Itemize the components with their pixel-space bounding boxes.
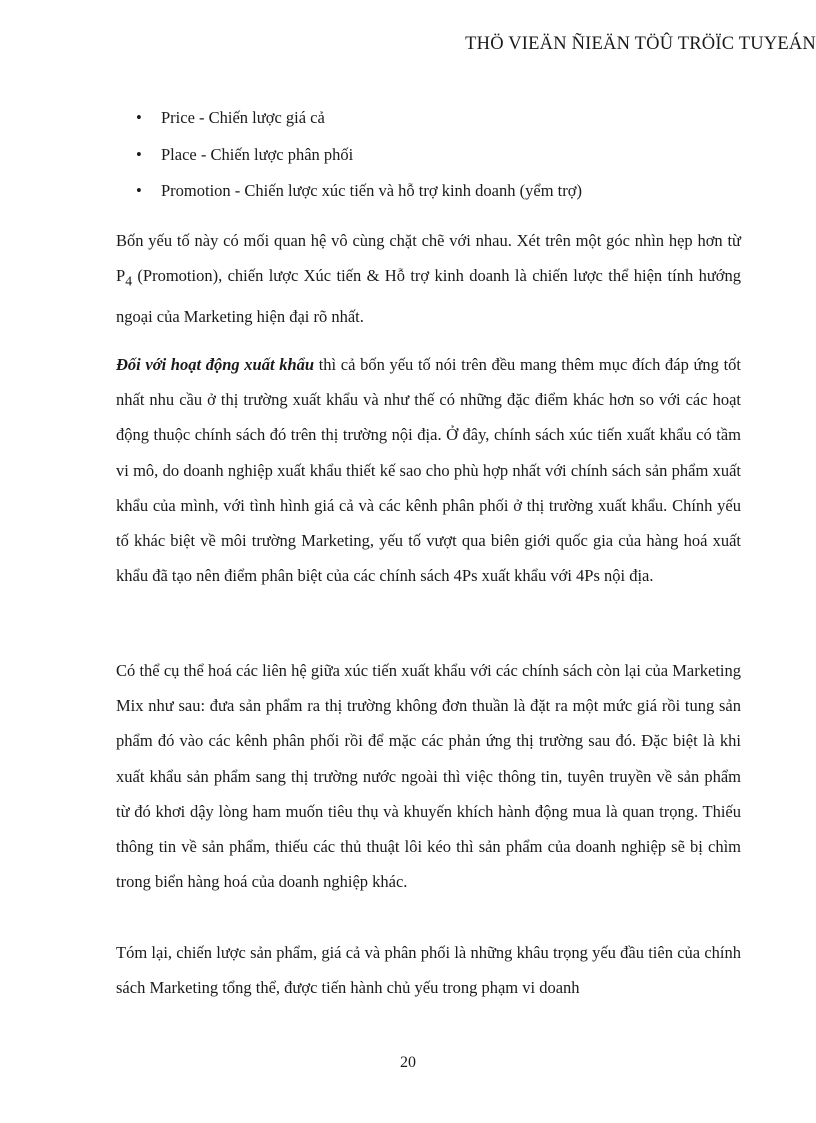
paragraph-text: thì cả bốn yếu tố nói trên đều mang thêm mục đích đáp ứng tốt nhất nhu cầu ở thị trường xuất khẩu và như thế có những đặc điểm khác hơn so với các hoạt động thuộc chính sách đó trên thị trường nội địa. Ở đây, chính sách xúc tiến xuất khẩu có tầm vi mô, do doanh nghiệp xuất khẩu thiết kế sao cho phù hợp nhất với chính sách sản phẩm xuất khẩu của mình, với tình hình giá cả và các kênh phân phối ở thị trường xuất khẩu. Chính yếu tố khác biệt về môi trường Marketing, yếu tố vượt qua biên giới quốc gia của hàng hoá xuất khẩu đã tạo nên điểm phân biệt của các chính sách 4Ps xuất khẩu với 4Ps nội địa. [116,355,741,586]
bullet-text: Promotion - Chiến lược xúc tiến và hỗ trợ kinh doanh (yểm trợ) [161,181,582,200]
paragraph-four-factors [116,223,741,334]
bullet-list [136,100,582,210]
paragraph-summary: Tóm lại, chiến lược sản phẩm, giá cả và phân phối là những khâu trọng yếu đầu tiên của chính sách Marketing tổng thể, được tiến hành chủ yếu trong phạm vi doanh [116,943,741,998]
paragraph-export-activity [116,347,741,593]
bullet-dot-icon: • [136,108,142,127]
bullet-item-promotion [136,173,582,210]
paragraph-marketing-mix: Có thể cụ thể hoá các liên hệ giữa xúc tiến xuất khẩu với các chính sách còn lại của Marketing Mix như sau: đưa sản phẩm ra thị trường không đơn thuần là đặt ra một mức giá rồi tung sản phẩm đó vào các kênh phân phối rồi để mặc các phản ứng thị trường sau đó. Đặc biệt là khi xuất khẩu sản phẩm sang thị trường nước ngoài thì việc thông tin, tuyên truyền về sản phẩm từ đó khơi dậy lòng ham muốn tiêu thụ và khuyến khích hành động mua là quan trọng. Thiếu thông tin về sản phẩm, thiếu các thủ thuật lôi kéo thì sản phẩm của doanh nghiệp sẽ bị chìm trong biển hàng hoá của doanh nghiệp khác. [116,661,741,892]
paragraph-text: (Promotion), chiến lược Xúc tiến & Hỗ trợ kinh doanh là chiến lược thể hiện tính hướng ngoại của Marketing hiện đại rõ nhất. [116,266,741,326]
running-header: THÖ VIEÄN ÑIEÄN TÖÛ TRÖÏC TUYEÁN [465,34,816,54]
paragraph-text: Bốn yếu tố này có mối quan hệ vô cùng chặt chẽ với nhau. Xét trên một góc nhìn hẹp hơn từ P [116,231,741,286]
bullet-dot-icon: • [136,144,142,164]
bullet-text: Price - Chiến lược giá cả [161,108,325,127]
bullet-dot-icon: • [136,181,142,200]
page-number: 20 [400,1054,416,1071]
bullet-item-place [136,137,582,174]
subscript-4: 4 [125,273,133,289]
bullet-text: Place - Chiến lược phân phối [161,144,354,164]
bullet-item-price [136,100,582,137]
paragraph-lead-emphasis: Đối với hoạt động xuất khẩu [116,355,315,374]
